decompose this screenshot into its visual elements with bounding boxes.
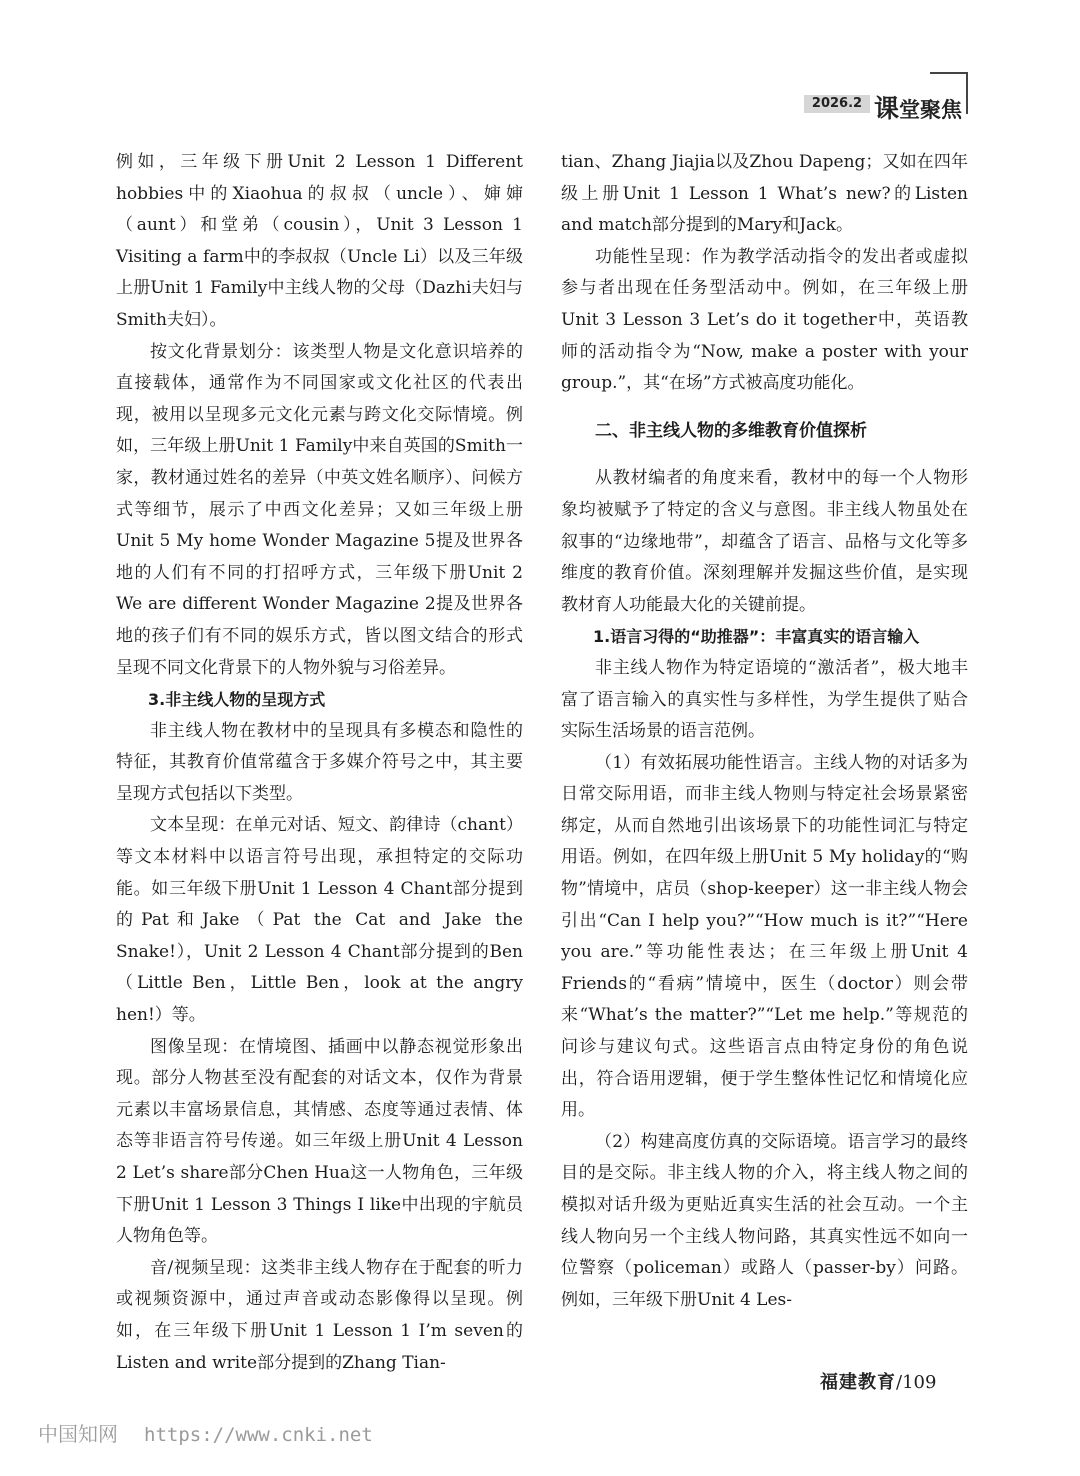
subheading: 3.非主线人物的呈现方式 (148, 690, 326, 710)
issue-label: 2026.2 (804, 95, 870, 113)
watermark-site: 中国知网 (38, 1422, 118, 1446)
paragraph: tian、Zhang Jiajia以及Zhou Dapeng；又如在四年级上册Unit 1 Lesson 1 What’s new?的Listen and match部分提到的Mary和Jack。 (561, 152, 968, 236)
column-name-rest: 堂聚焦 (899, 98, 963, 122)
cnki-watermark (38, 1418, 373, 1447)
paragraph: 功能性呈现：作为教学活动指令的发出者或虚拟参与者出现在任务型活动中。例如，在三年级上册Unit 3 Lesson 3 Let’s do it together中，英语教师的活动指令为“Now, make a poster with your group.”，其“在场”方式被高度功能化。 (561, 246, 968, 394)
column-name-first: 课 (874, 94, 900, 123)
paragraph: 文本呈现：在单元对话、短文、韵律诗（chant）等文本材料中以语言符号出现，承担特定的交际功能。如三年级下册Unit 1 Lesson 4 Chant部分提到的Pat和Jake（Pat the Cat and Jake the Snake!），Unit 2 Lesson 4 Chant部分提到的Ben（Little Ben，Little Ben，look at the angry hen!）等。 (116, 815, 523, 1026)
paragraph: 非主线人物作为特定语境的“激活者”，极大地丰富了语言输入的真实性与多样性，为学生提供了贴合实际生活场景的语言范例。 (561, 657, 968, 742)
journal-name: 福建教育 (820, 1372, 896, 1393)
paragraph: 按文化背景划分：该类型人物是文化意识培养的直接载体，通常作为不同国家或文化社区的代表出现，被用以呈现多元文化元素与跨文化交际情境。例如，三年级上册Unit 1 Family中来自英国的Smith一家，教材通过姓名的差异（中英文姓名顺序）、问候方式等细节，展示了中西文化差异；又如三年级上册Unit 5 My home Wonder Magazine 5提及世界各地的人们有不同的打招呼方式，三年级下册Unit 2 We are different Wonder Magazine 2提及世界各地的孩子们有不同的娱乐方式，皆以图文结合的形式呈现不同文化背景下的人物外貌与习俗差异。 (116, 341, 523, 678)
paragraph: （2）构建高度仿真的交际语境。语言学习的最终目的是交际。非主线人物的介入，将主线人物之间的模拟对话升级为更贴近真实生活的社会互动。一个主线人物向另一个主线人物问路，其真实性远不如向一位警察（policeman）或路人（passer-by）问路。例如，三年级下册Unit 4 Les- (561, 1131, 968, 1310)
paragraph: 音/视频呈现：这类非主线人物存在于配套的听力或视频资源中，通过声音或动态影像得以呈现。例如，在三年级下册Unit 1 Lesson 1 I’m seven的Listen and write部分提到的Zhang Tian- (116, 1257, 523, 1373)
watermark-url: https://www.cnki.net (144, 1424, 373, 1446)
subheading: 1.语言习得的“助推器”：丰富真实的语言输入 (593, 627, 920, 647)
paragraph: 从教材编者的角度来看，教材中的每一个人物形象均被赋予了特定的含义与意图。非主线人物虽处在叙事的“边缘地带”，却蕴含了语言、品格与文化等多维度的教育价值。深刻理解并发掘这些价值，是实现教材育人功能最大化的关键前提。 (561, 468, 968, 615)
page-number: /109 (896, 1372, 937, 1393)
column-name (874, 89, 962, 125)
section-heading: 二、非主线人物的多维教育价值探析 (595, 420, 867, 441)
running-header (800, 70, 975, 123)
left-column (116, 147, 523, 1379)
paragraph: （1）有效拓展功能性语言。主线人物的对话多为日常交际用语，而非主线人物则与特定社会场景紧密绑定，从而自然地引出该场景下的功能性词汇与特定用语。例如，在四年级上册Unit 5 My holiday的“购物”情境中，店员（shop-keeper）这一非主线人物会引出“Can I help you?”“How much is it?”“Here you are.”等功能性表达；在三年级上册Unit 4 Friends的“看病”情境中，医生（doctor）则会带来“What’s the matter?”“Let me help.”等规范的问诊与建议句式。这些语言点由特定身份的角色说出，符合语用逻辑，便于学生整体性记忆和情境化应用。 (561, 752, 968, 1121)
page-footer (820, 1368, 936, 1394)
paragraph: 例如，三年级下册Unit 2 Lesson 1 Different hobbies中的Xiaohua的叔叔（uncle）、婶婶（aunt）和堂弟（cousin），Unit 3 Lesson 1 Visiting a farm中的李叔叔（Uncle Li）以及三年级上册Unit 1 Family中主线人物的父母（Dazhi夫妇与Smith夫妇）。 (116, 152, 523, 330)
paragraph: 图像呈现：在情境图、插画中以静态视觉形象出现。部分人物甚至没有配套的对话文本，仅作为背景元素以丰富场景信息，其情感、态度等通过表情、体态等非语言符号传递。如三年级上册Unit 4 Lesson 2 Let’s share部分Chen Hua这一人物角色，三年级下册Unit 1 Lesson 3 Things I like中出现的宇航员人物角色等。 (116, 1036, 523, 1247)
right-column (561, 147, 968, 1316)
paragraph: 非主线人物在教材中的呈现具有多模态和隐性的特征，其教育价值常蕴含于多媒介符号之中，其主要呈现方式包括以下类型。 (116, 720, 523, 804)
